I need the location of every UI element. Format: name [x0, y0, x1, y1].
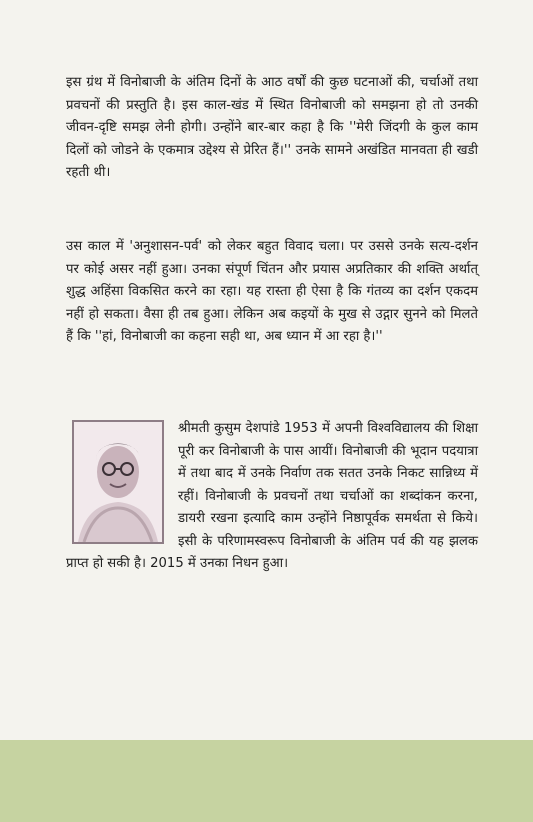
author-bio-block	[66, 418, 478, 576]
author-photo	[72, 420, 164, 544]
paragraph-intro: इस ग्रंथ में विनोबाजी के अंतिम दिनों के आठ वर्षों की कुछ घटनाओं की, चर्चाओं तथा प्रवचनों की प्रस्तुति है। इस काल-खंड में स्थित विनोबाजी को समझना हो तो उनकी जीवन-दृष्टि समझ लेनी होगी। उन्होंने बार-बार कहा है कि ''मेरी जिंदगी के कुल काम दिलों को जोडने के एकमात्र उद्देश्य से प्रेरित हैं।'' उनके सामने अखंडित मानवता ही खडी रहती थी।	[66, 75, 478, 180]
bottom-color-band	[0, 740, 533, 822]
author-portrait-illustration	[74, 422, 162, 542]
paragraph-anushasan-parv: उस काल में 'अनुशासन-पर्व' को लेकर बहुत विवाद चला। पर उससे उनके सत्य-दर्शन पर कोई असर नहीं हुआ। उनका संपूर्ण चिंतन और प्रयास अप्रतिकार की शक्ति अर्थात् शुद्ध अहिंसा विकसित करने का रहा। यह रास्ता ही ऐसा है कि गंतव्य का दर्शन एकदम नहीं हो सकता। वैसा ही तब हुआ। लेकिन अब कइयों के मुख से उद्गार सुनने को मिलते हैं कि ''हां, विनोबाजी का कहना सही था, अब ध्यान में आ रहा है।''	[66, 239, 478, 344]
author-bio-text: श्रीमती कुसुम देशपांडे 1953 में अपनी विश्वविद्यालय की शिक्षा पूरी कर विनोबाजी के पास आयीं। विनोबाजी की भूदान पदयात्रा में तथा बाद में उनके निर्वाण तक सतत उनके निकट सान्निध्य में रहीं। विनोबाजी के प्रवचनों तथा चर्चाओं का शब्दांकन करना, डायरी रखना इत्यादि काम उन्होंने निष्ठापूर्वक समर्थता से किये। इसी के परिणामस्वरूप विनोबाजी के अंतिम पर्व की यह झलक प्राप्त हो सकी है। 2015 में उनका निधन हुआ।	[66, 421, 478, 571]
